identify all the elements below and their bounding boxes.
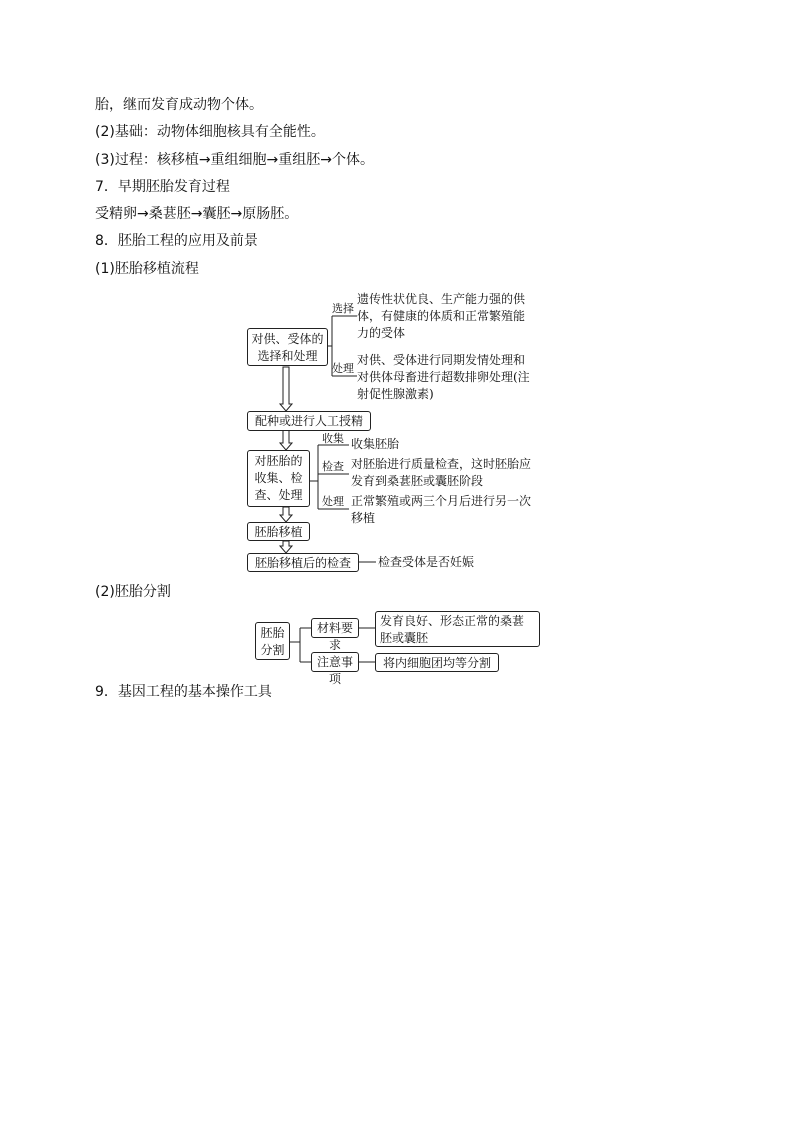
box-embryo-splitting (255, 622, 290, 660)
text-treat-line2: 对供体母畜进行超数排卵处理(注 (357, 370, 530, 384)
box-donor-recipient-line1: 对供、受体的 (251, 332, 324, 346)
text-check (351, 456, 531, 490)
tag-collect: 收集 (322, 432, 344, 445)
box-material-requirements: 材料要求 (311, 618, 359, 638)
heading-9: 9．基因工程的基本操作工具 (95, 684, 272, 700)
text-line-development: 受精卵→桑葚胚→囊胚→原肠胚。 (95, 206, 299, 222)
box-mating-insemination: 配种或进行人工授精 (247, 411, 371, 431)
box-embryo-collection-line1: 对胚胎的 (254, 454, 303, 468)
box-precautions-text: 将内细胞团均等分割 (375, 653, 499, 672)
text-select-line1: 遗传性状优良、生产能力强的供 (357, 292, 526, 306)
text-select (357, 291, 525, 342)
text-process-line1: 正常繁殖或两三个月后进行另一次 (351, 494, 532, 508)
text-treat-line3: 射促性腺激素) (357, 387, 434, 401)
box-embryo-splitting-line2: 分割 (260, 643, 285, 657)
box-precautions: 注意事项 (311, 652, 359, 672)
text-line-process: (3)过程：核移植→重组细胞→重组胚→个体。 (95, 152, 375, 168)
box-donor-recipient-selection (247, 328, 328, 366)
box-embryo-collection-line3: 查、处理 (254, 488, 303, 502)
tag-process: 处理 (322, 495, 344, 508)
text-line-basis: (2)基础：动物体细胞核具有全能性。 (95, 124, 325, 140)
heading-8: 8．胚胎工程的应用及前景 (95, 233, 258, 249)
box-embryo-transfer: 胚胎移植 (247, 522, 310, 541)
text-pregnancy-check: 检查受体是否妊娠 (378, 555, 475, 569)
text-process-line2: 移植 (351, 511, 376, 525)
material-text-line2: 胚或囊胚 (380, 631, 429, 645)
material-text-line1: 发育良好、形态正常的桑葚 (380, 614, 525, 628)
text-select-line3: 力的受体 (357, 326, 406, 340)
text-collect: 收集胚胎 (351, 437, 400, 451)
text-check-line2: 发育到桑葚胚或囊胚阶段 (351, 474, 484, 488)
text-line-1: 胎，继而发育成动物个体。 (95, 97, 263, 113)
subheading-embryo-transfer: (1)胚胎移植流程 (95, 261, 199, 277)
text-check-line1: 对胚胎进行质量检查，这时胚胎应 (351, 457, 532, 471)
text-treat-line1: 对供、受体进行同期发情处理和 (357, 353, 526, 367)
box-material-requirements-text (375, 611, 540, 647)
box-donor-recipient-line2: 选择和处理 (257, 349, 318, 363)
text-treat (357, 352, 530, 403)
subheading-embryo-splitting: (2)胚胎分割 (95, 584, 171, 600)
box-embryo-collection-line2: 收集、检 (254, 471, 303, 485)
box-post-transfer-check: 胚胎移植后的检查 (247, 553, 359, 572)
text-process (351, 493, 531, 527)
box-embryo-splitting-line1: 胚胎 (260, 626, 285, 640)
tag-select: 选择 (332, 302, 354, 315)
tag-check: 检查 (322, 460, 344, 473)
text-select-line2: 体，有健康的体质和正常繁殖能 (357, 309, 526, 323)
box-embryo-collection (247, 450, 310, 507)
tag-treat: 处理 (332, 362, 354, 375)
heading-7: 7．早期胚胎发育过程 (95, 179, 230, 195)
